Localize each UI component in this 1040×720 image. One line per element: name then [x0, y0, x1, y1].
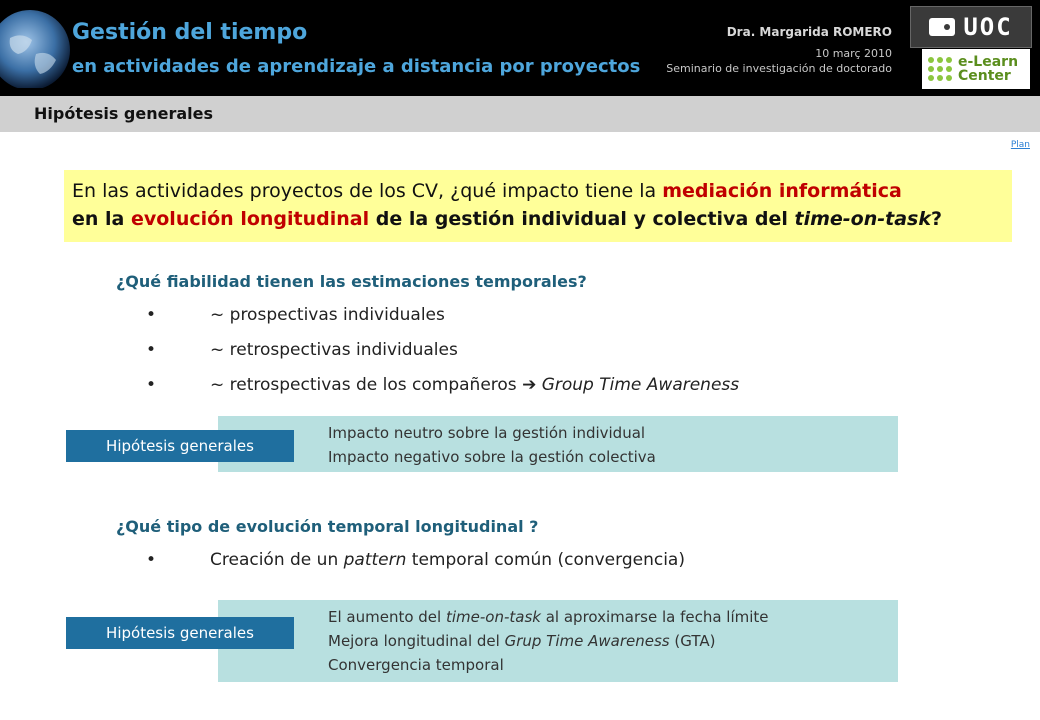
bullet-icon: •: [146, 305, 157, 325]
hypothesis-panel-1: [218, 416, 898, 472]
bullet-text: ~ retrospectivas individuales: [210, 340, 458, 360]
section-bar: [0, 96, 1040, 132]
bullet-icon: •: [146, 375, 157, 395]
plan-link[interactable]: Plan: [1010, 140, 1030, 150]
hypothesis-line-em: Grup Time Awareness: [504, 632, 670, 650]
bullet-text-part: Creación de un: [210, 550, 344, 570]
hypothesis-line-part: El aumento del: [328, 608, 446, 626]
question-part: En las actividades proyectos de los CV, ¿qué impacto tiene la: [72, 180, 663, 202]
bullet-icon: •: [146, 340, 157, 360]
uoc-mark-icon: [929, 18, 955, 36]
hypothesis-label-1: Hipótesis generales: [66, 430, 294, 462]
bullet-text: ~ prospectivas individuales: [210, 305, 445, 325]
elearn-logo-line2: Center: [958, 68, 1011, 84]
question-part: de la gestión individual y colectiva del: [369, 208, 795, 230]
presentation-title: Gestión del tiempo: [72, 20, 308, 45]
author-name: Dra. Margarida ROMERO: [726, 25, 892, 39]
elearn-dots-icon: [928, 57, 952, 81]
presentation-date: 10 març 2010: [815, 47, 892, 60]
bullet-text-part: temporal común (convergencia): [406, 550, 685, 570]
seminar-name: Seminario de investigación de doctorado: [666, 62, 892, 75]
globe-icon: [0, 8, 80, 88]
question-highlight-mediacion: mediación informática: [662, 180, 902, 202]
elearn-center-logo: [922, 49, 1030, 89]
question-highlight-evolucion: evolución longitudinal: [130, 208, 370, 230]
subquestion-evolucion: ¿Qué tipo de evolución temporal longitudinal ?: [116, 517, 539, 536]
elearn-logo-line1: e-Learn: [958, 54, 1019, 70]
arrow-right-icon: ➔: [522, 375, 537, 395]
header-banner: [0, 0, 1040, 96]
question-part-time-on-task: time-on-task: [794, 208, 931, 230]
hypothesis-line-part: Mejora longitudinal del: [328, 632, 505, 650]
hypothesis-label-2: Hipótesis generales: [66, 617, 294, 649]
hypothesis-panel-2: [218, 600, 898, 682]
hypothesis-line: Impacto neutro sobre la gestión individual: [328, 424, 646, 442]
subquestion-fiabilidad: ¿Qué fiabilidad tienen las estimaciones temporales?: [116, 272, 587, 291]
group-time-awareness-text: Group Time Awareness: [541, 375, 740, 395]
hypothesis-line: [328, 632, 715, 650]
hypothesis-line: Convergencia temporal: [328, 656, 504, 674]
hypothesis-line: [328, 608, 769, 626]
bullet-text-pattern: pattern: [343, 550, 407, 570]
hypothesis-line: Impacto negativo sobre la gestión colectiva: [328, 448, 656, 466]
presentation-subtitle: en actividades de aprendizaje a distancia por proyectos: [72, 56, 641, 77]
main-question-box: [64, 170, 1012, 242]
hypothesis-line-part: (GTA): [669, 632, 716, 650]
bullet-icon: •: [146, 550, 157, 570]
question-part: ?: [930, 208, 943, 230]
uoc-logo-text: UOC: [963, 13, 1013, 41]
uoc-logo: [910, 6, 1032, 48]
bullet-text-part: ~ retrospectivas de los compañeros: [210, 375, 517, 395]
question-part: en la: [72, 208, 131, 230]
hypothesis-line-em: time-on-task: [445, 608, 541, 626]
section-title: Hipótesis generales: [34, 104, 214, 123]
hypothesis-line-part: al aproximarse la fecha límite: [540, 608, 769, 626]
main-question: [72, 177, 1008, 233]
bullet-text: [210, 375, 739, 395]
bullet-text: [210, 550, 685, 570]
